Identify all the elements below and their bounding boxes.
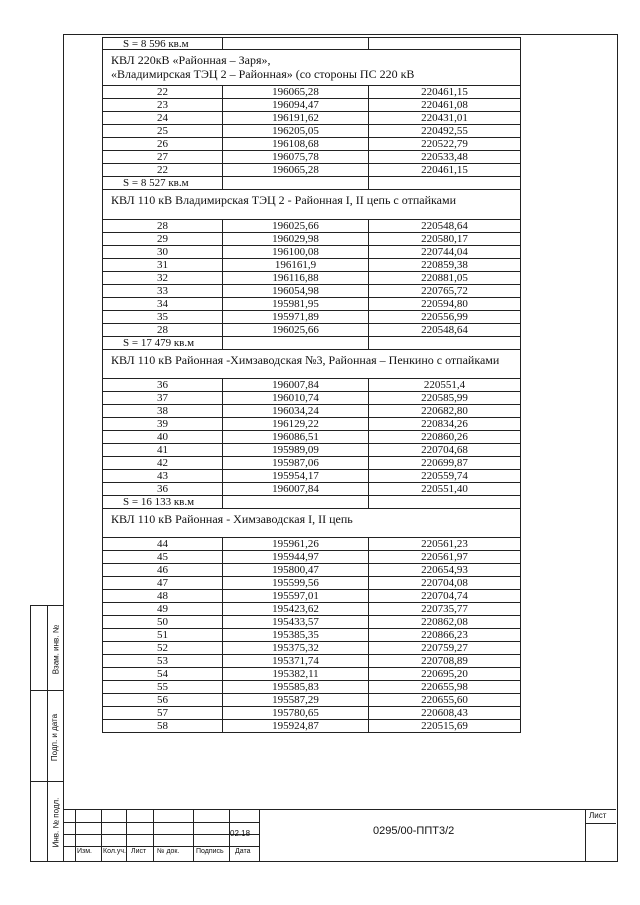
table-row: [102, 164, 521, 177]
coord-x: 195587,29: [223, 694, 369, 706]
coord-x: 196094,47: [223, 99, 369, 111]
empty-cell: [223, 496, 369, 508]
coord-y: 220866,23: [421, 629, 468, 641]
coord-x: 195800,47: [223, 564, 369, 576]
sheet-label: Лист: [589, 811, 607, 820]
point-number: 48: [103, 590, 223, 602]
coord-y: 220594,80: [421, 298, 468, 310]
point-number: 27: [103, 151, 223, 163]
table-row: [102, 99, 521, 112]
point-number: 37: [103, 392, 223, 404]
side-label-podp: Подп. и дата: [50, 713, 60, 761]
coord-y: 220654,93: [421, 564, 468, 576]
coord-y: 220655,98: [421, 681, 468, 693]
coord-y: 220759,27: [421, 642, 468, 654]
table-row: [102, 246, 521, 259]
table-row: [102, 538, 521, 551]
table-row: [102, 720, 521, 733]
coord-y: 220559,74: [421, 470, 468, 482]
point-number: S = 17 479 кв.м: [103, 337, 223, 349]
area-row: [102, 337, 521, 350]
coord-x: 195981,95: [223, 298, 369, 310]
coord-x: 195597,01: [223, 590, 369, 602]
coord-y: 220655,60: [421, 694, 468, 706]
coord-x: 196007,84: [223, 379, 369, 391]
point-number: 33: [103, 285, 223, 297]
coord-x: 196100,08: [223, 246, 369, 258]
col-podpis: Подпись: [196, 848, 224, 855]
table-row: [102, 444, 521, 457]
point-number: 50: [103, 616, 223, 628]
point-number: 32: [103, 272, 223, 284]
side-label-vzam: Взам. инв. №: [51, 624, 61, 675]
coordinates-table: [102, 37, 521, 733]
coord-y: 220492,55: [421, 125, 468, 137]
coord-y: 220580,17: [421, 233, 468, 245]
point-number: S = 8 527 кв.м: [103, 177, 223, 189]
coord-x: 195599,56: [223, 577, 369, 589]
table-row: [102, 707, 521, 720]
table-row: [102, 642, 521, 655]
table-row: [102, 694, 521, 707]
coord-y: 220682,80: [421, 405, 468, 417]
coord-x: 196065,28: [223, 86, 369, 98]
coord-x: 195989,09: [223, 444, 369, 456]
coord-y: 220765,72: [421, 285, 468, 297]
table-row: [102, 590, 521, 603]
coord-y: 220695,20: [421, 668, 468, 680]
coord-y: 220881,05: [421, 272, 468, 284]
coord-x: 196075,78: [223, 151, 369, 163]
col-kol: Кол.уч.: [103, 848, 126, 855]
coord-x: 196205,05: [223, 125, 369, 137]
coord-y: 220704,08: [421, 577, 468, 589]
coord-x: 195433,57: [223, 616, 369, 628]
point-number: 54: [103, 668, 223, 680]
point-number: 41: [103, 444, 223, 456]
coord-x: 195961,26: [223, 538, 369, 550]
point-number: 57: [103, 707, 223, 719]
table-row: [102, 324, 521, 337]
point-number: S = 8 596 кв.м: [103, 38, 223, 49]
point-number: 52: [103, 642, 223, 654]
section-header: [102, 509, 521, 538]
section-header: [102, 350, 521, 379]
point-number: 29: [103, 233, 223, 245]
coord-y: 220515,69: [421, 720, 468, 732]
point-number: 24: [103, 112, 223, 124]
table-row: [102, 470, 521, 483]
coord-y: 220708,89: [421, 655, 468, 667]
area-row: [102, 177, 521, 190]
point-number: 26: [103, 138, 223, 150]
table-row: [102, 603, 521, 616]
point-number: 36: [103, 379, 223, 391]
coord-x: 195385,35: [223, 629, 369, 641]
col-izm: Изм.: [77, 848, 92, 855]
empty-cell: [369, 177, 520, 189]
coord-x: 196029,98: [223, 233, 369, 245]
table-row: [102, 577, 521, 590]
area-row: [102, 496, 521, 509]
point-number: 42: [103, 457, 223, 469]
empty-cell: [369, 496, 520, 508]
point-number: 46: [103, 564, 223, 576]
coord-y: 220461,15: [421, 164, 468, 176]
area-row: [102, 37, 521, 50]
coord-y: 220860,26: [421, 431, 468, 443]
empty-cell: [223, 38, 369, 49]
table-row: [102, 483, 521, 496]
coord-x: 195971,89: [223, 311, 369, 323]
table-row: [102, 259, 521, 272]
coord-x: 196108,68: [223, 138, 369, 150]
coord-y: 220735,77: [421, 603, 468, 615]
table-row: [102, 457, 521, 470]
table-row: [102, 431, 521, 444]
side-label-inv: Инв. № подл.: [51, 797, 61, 847]
coord-y: 220744,04: [421, 246, 468, 258]
empty-cell: [223, 337, 369, 349]
document-code: 0295/00-ППТ3/2: [373, 825, 455, 837]
section-title: «Владимирская ТЭЦ 2 – Районная» (со стороны ПС 220 кВ: [111, 67, 415, 81]
coord-y: 220522,79: [421, 138, 468, 150]
table-row: [102, 112, 521, 125]
coord-y: 220461,08: [421, 99, 468, 111]
section-title: КВЛ 110 кВ Районная - Химзаводская I, II цепь: [111, 512, 353, 526]
table-row: [102, 379, 521, 392]
point-number: 25: [103, 125, 223, 137]
point-number: 36: [103, 483, 223, 495]
point-number: 39: [103, 418, 223, 430]
point-number: 55: [103, 681, 223, 693]
table-row: [102, 285, 521, 298]
table-row: [102, 616, 521, 629]
table-row: [102, 138, 521, 151]
coord-y: 220862,08: [421, 616, 468, 628]
section-title: КВЛ 110 кВ Владимирская ТЭЦ 2 - Районная I, II цепь с отпайками: [111, 193, 456, 207]
table-row: [102, 405, 521, 418]
coord-x: 195944,97: [223, 551, 369, 563]
point-number: 30: [103, 246, 223, 258]
coord-y: 220548,64: [421, 220, 468, 232]
point-number: 22: [103, 164, 223, 176]
point-number: 44: [103, 538, 223, 550]
table-row: [102, 668, 521, 681]
table-row: [102, 272, 521, 285]
col-list: Лист: [131, 848, 147, 855]
coord-x: 195585,83: [223, 681, 369, 693]
point-number: 45: [103, 551, 223, 563]
coord-x: 196129,22: [223, 418, 369, 430]
coord-x: 196025,66: [223, 324, 369, 336]
col-doc: № док.: [157, 848, 180, 855]
coord-y: 220834,26: [421, 418, 468, 430]
coord-y: 220551,40: [421, 483, 468, 495]
table-row: [102, 655, 521, 668]
coord-y: 220461,15: [421, 86, 468, 98]
coord-y: 220859,38: [421, 259, 468, 271]
coord-x: 196025,66: [223, 220, 369, 232]
point-number: 56: [103, 694, 223, 706]
point-number: 23: [103, 99, 223, 111]
section-header: [102, 190, 521, 220]
table-row: [102, 151, 521, 164]
coord-y: 220704,68: [421, 444, 468, 456]
point-number: 53: [103, 655, 223, 667]
coord-x: 196086,51: [223, 431, 369, 443]
table-row: [102, 629, 521, 642]
empty-cell: [223, 177, 369, 189]
coord-x: 195780,65: [223, 707, 369, 719]
coord-x: 196116,88: [223, 272, 369, 284]
coord-x: 196007,84: [223, 483, 369, 495]
coord-y: 220699,87: [421, 457, 468, 469]
coord-x: 195924,87: [223, 720, 369, 732]
coord-y: 220533,48: [421, 151, 468, 163]
table-row: [102, 551, 521, 564]
table-row: [102, 220, 521, 233]
coord-y: 220431,01: [421, 112, 468, 124]
point-number: 47: [103, 577, 223, 589]
side-stamp: [30, 605, 64, 862]
coord-y: 220608,43: [421, 707, 468, 719]
coord-x: 195954,17: [223, 470, 369, 482]
empty-cell: [369, 38, 520, 49]
coord-x: 196161,9: [223, 259, 369, 271]
coord-x: 196010,74: [223, 392, 369, 404]
table-row: [102, 564, 521, 577]
coord-x: 195375,32: [223, 642, 369, 654]
coord-x: 196065,28: [223, 164, 369, 176]
point-number: 58: [103, 720, 223, 732]
coord-x: 195371,74: [223, 655, 369, 667]
table-row: [102, 418, 521, 431]
coord-y: 220561,97: [421, 551, 468, 563]
coord-y: 220704,74: [421, 590, 468, 602]
col-data: Дата: [235, 848, 251, 855]
point-number: S = 16 133 кв.м: [103, 496, 223, 508]
point-number: 51: [103, 629, 223, 641]
point-number: 22: [103, 86, 223, 98]
coord-x: 196191,62: [223, 112, 369, 124]
table-row: [102, 311, 521, 324]
point-number: 35: [103, 311, 223, 323]
point-number: 28: [103, 220, 223, 232]
title-block: [63, 809, 616, 861]
section-title: КВЛ 110 кВ Районная -Химзаводская №3, Районная – Пенкино с отпайками: [111, 353, 500, 367]
coord-y: 220556,99: [421, 311, 468, 323]
point-number: 49: [103, 603, 223, 615]
empty-cell: [369, 337, 520, 349]
coord-x: 195987,06: [223, 457, 369, 469]
table-row: [102, 233, 521, 246]
point-number: 34: [103, 298, 223, 310]
point-number: 38: [103, 405, 223, 417]
table-row: [102, 86, 521, 99]
coord-y: 220548,64: [421, 324, 468, 336]
point-number: 28: [103, 324, 223, 336]
coord-y: 220561,23: [421, 538, 468, 550]
table-row: [102, 681, 521, 694]
point-number: 43: [103, 470, 223, 482]
stamp-date-value: 02.18: [230, 829, 251, 838]
table-row: [102, 125, 521, 138]
coord-x: 195423,62: [223, 603, 369, 615]
coord-x: 196054,98: [223, 285, 369, 297]
coord-y: 220551,4: [423, 379, 466, 391]
coord-x: 195382,11: [223, 668, 369, 680]
point-number: 31: [103, 259, 223, 271]
section-title: КВЛ 220кВ «Районная – Заря»,: [111, 53, 271, 67]
coord-x: 196034,24: [223, 405, 369, 417]
table-row: [102, 298, 521, 311]
table-row: [102, 392, 521, 405]
coord-y: 220585,99: [421, 392, 468, 404]
section-header: [102, 50, 521, 86]
point-number: 40: [103, 431, 223, 443]
